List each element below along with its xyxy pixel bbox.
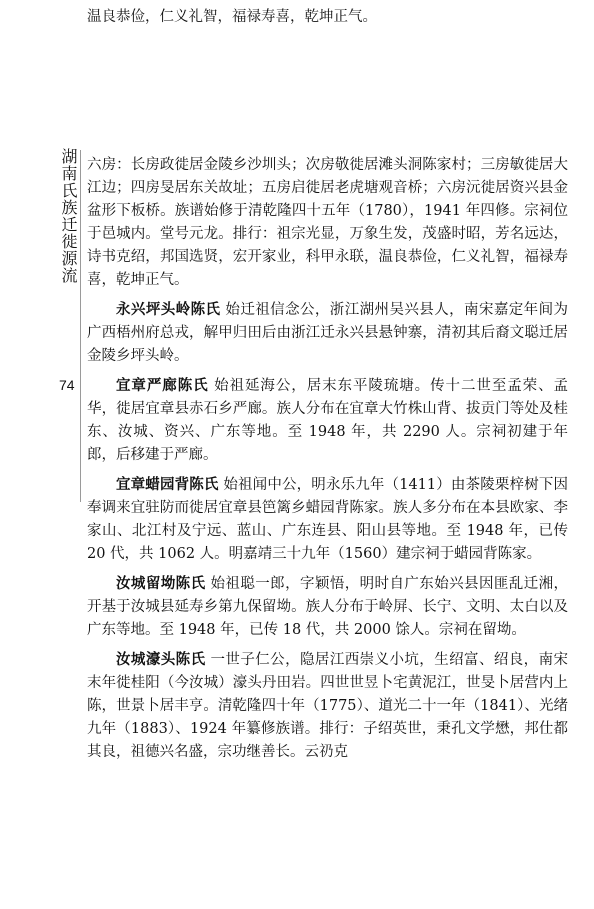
entry-paragraph [87, 648, 568, 764]
entry-body: 始迁祖信念公，浙江湖州吴兴县人，南宋嘉定年间为广西梧州府总戎，解甲归田后由浙江迁永兴县悬钟寨，清初其后裔文聪迁居金陵乡坪头岭。 [87, 302, 569, 364]
entry-body: 始祖延海公，居末东平陵琉塘。传十二世至孟荣、孟华，徙居宜章县赤石乡严廊。族人分布在宜章大竹株山背、拔贡门等处及桂东、汝城、资兴、广东等地。至 1948 年，共 2290 人。宗祠初建于年郎，后移建于严廊。 [87, 378, 569, 463]
entry-body: 始祖闻中公，明永乐九年（1411）由茶陵栗梓树下因奉调来宜驻防而徙居宜章县笆篱乡蜡园背陈家。族人多分布在本县欧家、李家山、北江村及宁远、蓝山、广东连县、阳山县等地。至 1948 年，已传 20 代，共 1062 人。明嘉靖三十九年（1560）建宗祠于蜡园背陈家。 [87, 477, 569, 562]
entry-heading: 汝城濠头陈氏 [116, 651, 206, 668]
margin-rule [80, 150, 81, 502]
entry-heading: 汝城留坳陈氏 [116, 575, 206, 592]
entry-heading: 永兴坪头岭陈氏 [116, 301, 221, 318]
entry-heading: 宜章蜡园背陈氏 [116, 476, 219, 493]
entry-paragraph [87, 572, 568, 642]
paragraph-continuation [87, 154, 568, 292]
entry-body: 一世子仁公，隐居江西崇义小坑，生绍富、绍良，南宋末年徙桂阳（今汝城）濠头丹田岩。四世世昱卜宅黄泥江，世旻卜居营内上陈，世景卜居丰亨。清乾隆四十年（1775）、道光二十一年（1841）、光绪九年（1883）、1924 年纂修族谱。排行：子绍英世，秉孔文学懋，邦仕都其良，祖德兴名盛，宗功继善长。云礽克 [87, 652, 569, 760]
paragraph-body: 六房：长房政徙居金陵乡沙圳头；次房敬徙居滩头洞陈家村；三房敏徙居大江边；四房旻居东关故址；五房启徙居老虎塘观音桥；六房沅徙居资兴县金盆形下板桥。族谱始修于清乾隆四十五年（1780），1941 年四修。宗祠位于邑城内。堂号元龙。排行：祖宗光显，万象生发，茂盛时昭，芳名远达，诗书克绍，邦国选贤，宏开家业，科甲永联，温良恭俭，仁义礼智，福禄寿喜，乾坤正气。 [87, 157, 568, 288]
entry-paragraph [87, 473, 568, 566]
page-number: 74 [59, 377, 75, 393]
entry-paragraph [87, 298, 568, 368]
entry-paragraph [87, 374, 568, 467]
entry-heading: 宜章严廊陈氏 [116, 377, 209, 394]
running-head-title: 湖南氏族迁徙源流 [59, 148, 78, 284]
main-text [87, 154, 568, 764]
top-text-line: 温良恭俭，仁义礼智，福禄寿喜，乾坤正气。 [87, 9, 377, 25]
entry-body: 始祖聪一郎，字颖悟，明时自广东始兴县因匪乱迁湘，开基于汝城县延寿乡第九保留坳。族人分布于岭屏、长宁、文明、太白以及广东等地。至 1948 年，已传 18 代，共 2000 馀人。宗祠在留坳。 [87, 576, 569, 638]
